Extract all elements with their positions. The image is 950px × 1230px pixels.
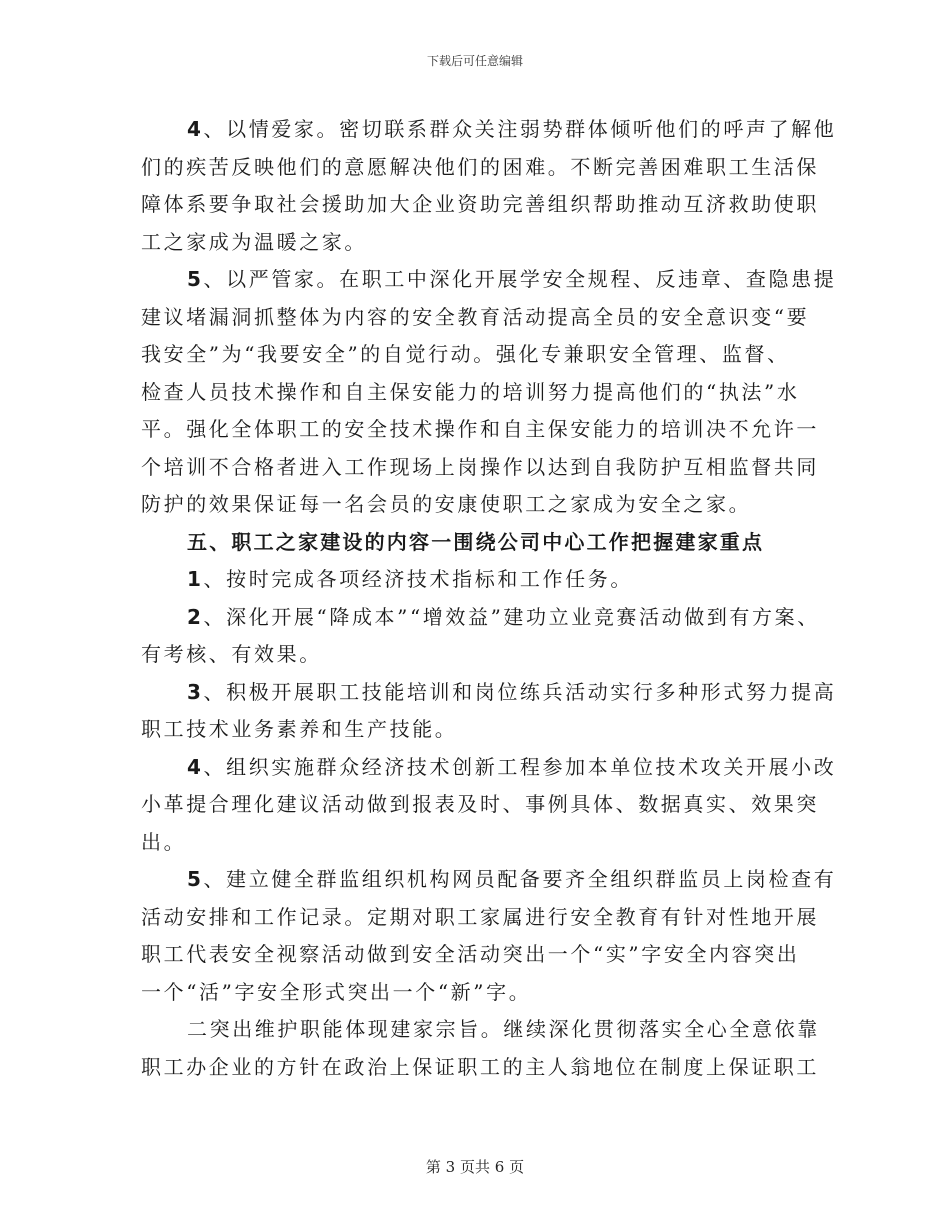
paragraph-line: 一个“活”字安全形式突出一个“新”字。 bbox=[141, 979, 532, 1004]
item-number: 4 bbox=[187, 117, 204, 141]
paragraph-line: 个培训不合格者进入工作现场上岗操作以达到自我防护互相监督共同 bbox=[141, 454, 819, 479]
item-number: 4 bbox=[187, 754, 204, 779]
item-number: 1 bbox=[187, 567, 204, 591]
paragraph-line: 平。强化全体职工的安全技术操作和自主保安能力的培训决不允许一 bbox=[141, 417, 819, 441]
paragraph-line: 1、按时完成各项经济技术指标和工作任务。 bbox=[187, 567, 633, 591]
paragraph-line: 出。 bbox=[141, 829, 187, 854]
paragraph-line: 职工技术业务素养和生产技能。 bbox=[141, 717, 458, 741]
item-number: 3 bbox=[187, 679, 204, 704]
paragraph-line: 活动安排和工作记录。定期对职工家属进行安全教育有针对性地开展 bbox=[141, 904, 819, 929]
paragraph-line: 障体系要争取社会援助加大企业资助完善组织帮助推动互济救助使职 bbox=[141, 192, 819, 216]
item-number: 5 bbox=[187, 867, 204, 891]
paragraph-line: 5、建立健全群监组织机构网员配备要齐全组织群监员上岗检查有 bbox=[187, 867, 837, 891]
page-footer: 第 3 页共 6 页 bbox=[425, 1158, 525, 1176]
paragraph-line: 2、深化开展“降成本”“增效益”建功立业竞赛活动做到有方案、 bbox=[187, 604, 820, 629]
paragraph-line: 二突出维护职能体现建家宗旨。继续深化贯彻落实全心全意依靠 bbox=[187, 1017, 820, 1041]
page-header: 下载后可任意编辑 bbox=[426, 54, 523, 68]
paragraph-line: 4、组织实施群众经济技术创新工程参加本单位技术攻关开展小改 bbox=[187, 754, 837, 779]
paragraph-line: 职工办企业的方针在政治上保证职工的主人翁地位在制度上保证职工 bbox=[141, 1054, 819, 1079]
document-body bbox=[141, 111, 837, 1086]
paragraph-line: 检查人员技术操作和自主保安能力的培训努力提高他们的“执法”水 bbox=[141, 379, 800, 404]
paragraph-line: 小革提合理化建议活动做到报表及时、事例具体、数据真实、效果突 bbox=[141, 792, 819, 816]
paragraph-line: 我安全”为“我要安全”的自觉行动。强化专兼职安全管理、监督、 bbox=[141, 342, 790, 366]
item-number: 2 bbox=[187, 604, 204, 629]
paragraph-line: 工之家成为温暖之家。 bbox=[141, 229, 367, 254]
paragraph-line: 3、积极开展职工技能培训和岗位练兵活动实行多种形式努力提高 bbox=[187, 679, 837, 704]
paragraph-line: 有考核、有效果。 bbox=[141, 642, 322, 666]
paragraph-line: 防护的效果保证每一名会员的安康使职工之家成为安全之家。 bbox=[141, 492, 752, 516]
item-number: 5 bbox=[187, 267, 204, 291]
paragraph-line: 建议堵漏洞抓整体为内容的安全教育活动提高全员的安全意识变“要 bbox=[141, 304, 810, 329]
paragraph-line: 们的疾苦反映他们的意愿解决他们的困难。不断完善困难职工生活保 bbox=[141, 154, 819, 179]
section-heading: 五、职工之家建设的内容一围绕公司中心工作把握建家重点 bbox=[187, 529, 765, 554]
paragraph-line: 5、以严管家。在职工中深化开展学安全规程、反违章、查隐患提 bbox=[187, 267, 837, 291]
paragraph-line: 4、以情爱家。密切联系群众关注弱势群体倾听他们的呼声了解他 bbox=[187, 117, 837, 141]
paragraph-line: 职工代表安全视察活动做到安全活动突出一个“实”字安全内容突出 bbox=[141, 942, 800, 966]
